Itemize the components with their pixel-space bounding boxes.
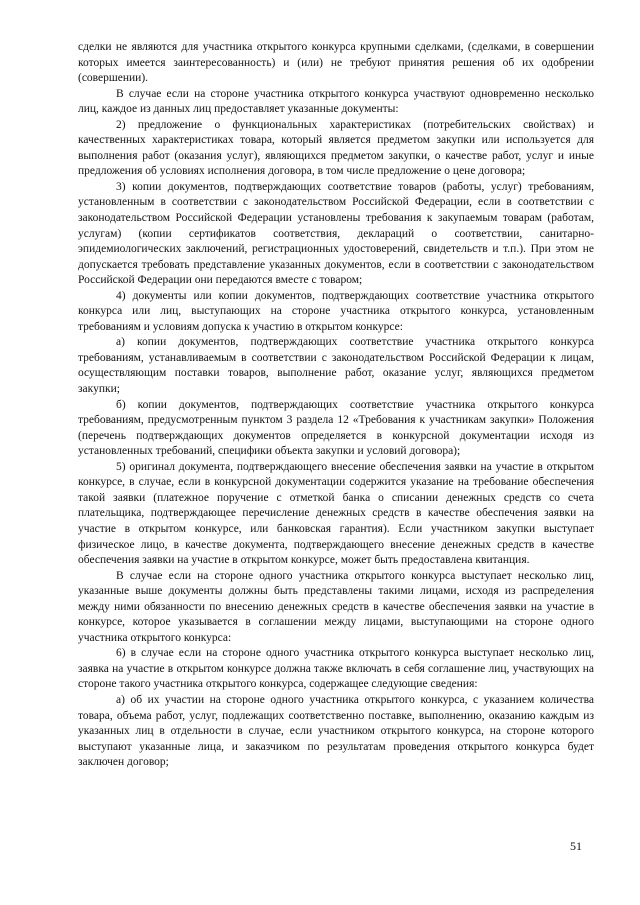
paragraph-item-5: 5) оригинал документа, подтверждающего внесение обеспечения заявки на участие в открытом конкурсе, в случае, если в конкурсной документации содержится указание на требование обеспечения такой заявки (платежное поручение с отметкой банка о списании денежных средств со счета плательщика, подтверждающее перечисление денежных средств в качестве обеспечения заявки на участие в открытом конкурсе, или банковская гарантия). Если участником закупки выступает физическое лицо, в качестве документа, подтверждающего внесение денежных средств в качестве обеспечения заявки на участие в открытом конкурсе, может быть предоставлена квитанция. [78, 460, 594, 567]
paragraph-item-6a: а) об их участии на стороне одного участника открытого конкурса, с указанием количества товара, объема работ, услуг, подлежащих соответственно поставке, выполнению, оказанию каждым из указанных лиц в отдельности в случае, если участником открытого конкурса, на стороне которого выступают указанные лица, и заказчиком по результатам проведения открытого конкурса будет заключен договор; [78, 693, 594, 769]
paragraph-item-6: 6) в случае если на стороне одного участника открытого конкурса выступает несколько лиц, заявка на участие в открытом конкурсе должна также включать в себя соглашение лиц, участвующих на стороне такого участника открытого конкурса, содержащее следующие сведения: [78, 647, 594, 691]
paragraph-item-3: 3) копии документов, подтверждающих соответствие товаров (работы, услуг) требованиям, установленным в соответствии с законодательством Российской Федерации, если в соответствии с законодательством Российской Федерации установлены требования к закупаемым товарам (работам, услугам) (копии сертификатов соответствия, деклараций о соответствии, санитарно-эпидемиологических заключений, регистрационных удостоверений, свидетельств и т.п.). При этом не допускается требовать представление указанных документов, если в соответствии с законодательством Российской Федерации они передаются вместе с товаром; [78, 180, 594, 287]
paragraph-joint-participants: В случае если на стороне участника открытого конкурса участвуют одновременно несколько лиц, каждое из данных лиц предоставляет указанные документы: [78, 87, 594, 116]
page-number: 51 [570, 839, 582, 853]
paragraph-item-4b: б) копии документов, подтверждающих соответствие участника открытого конкурса требованиям, предусмотренным пунктом 3 раздела 12 «Требования к участникам закупки» Положения (перечень подтверждающих документов определяется в конкурсной документации исходя из установленных требований, специфики объекта закупки и условий договора); [78, 398, 594, 458]
paragraph-item-4a: а) копии документов, подтверждающих соответствие участника открытого конкурса требованиям, устанавливаемым в соответствии с законодательством Российской Федерации к лицам, осуществляющим поставки товаров, выполнение работ, оказание услуг, являющихся предметом закупки; [78, 336, 594, 396]
paragraph-item-2: 2) предложение о функциональных характеристиках (потребительских свойствах) и качественных характеристиках товара, который является предметом закупки или используется для выполнения работ (оказания услуг), являющихся предметом закупки, о качестве работ, услуг и иные предложения об условиях исполнения договора, в том числе предложение о цене договора; [78, 118, 594, 178]
paragraph-security-distribution: В случае если на стороне одного участника открытого конкурса выступает несколько лиц, указанные выше документы должны быть представлены такими лицами, исходя из распределения между ними обязанности по внесению денежных средств в качестве обеспечения заявки на участие в конкурсе, которое указывается в соглашении между лицами, выступающими на стороне одного участника открытого конкурса: [78, 569, 594, 644]
paragraph-item-4: 4) документы или копии документов, подтверждающих соответствие участника открытого конкурса или лиц, выступающих на стороне участника открытого конкурса, установленным требованиям и условиям допуска к участию в открытом конкурсе: [78, 289, 594, 333]
document-body [78, 40, 594, 771]
paragraph-continuation: сделки не являются для участника открытого конкурса крупными сделками, (сделками, в совершении которых имеется заинтересованность) и (или) не требуют принятия решения об их одобрении (совершении). [78, 41, 594, 85]
